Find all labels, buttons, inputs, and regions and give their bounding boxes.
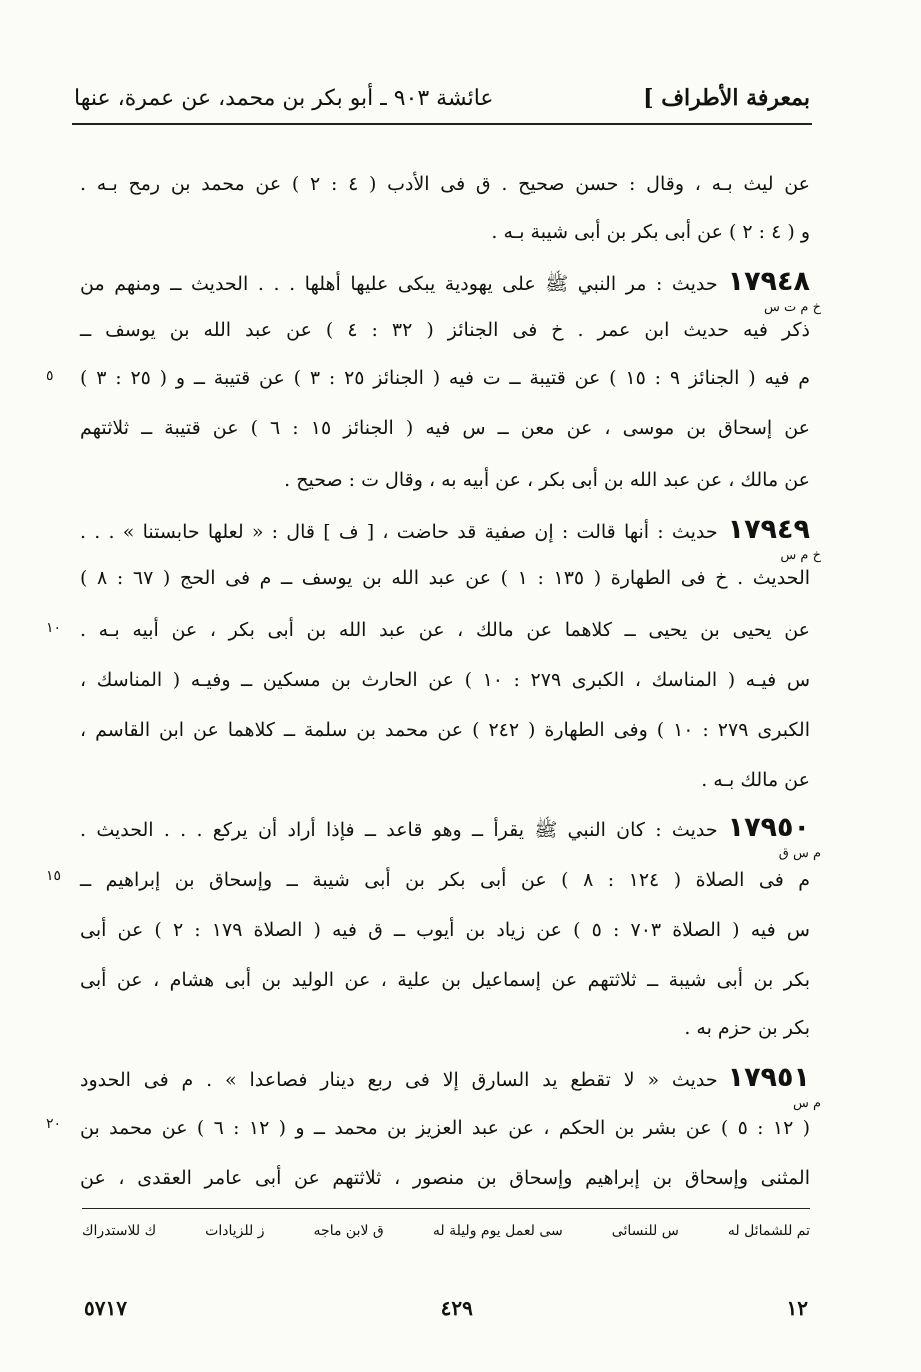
sigla-label: خ م ت س <box>764 300 821 315</box>
hadith-entry-line <box>80 258 810 306</box>
abbreviation-item: سى لعمل يوم وليلة له <box>432 1223 563 1239</box>
line-number: ٢٠ <box>46 1116 62 1132</box>
abbreviation-item: س للنسائى <box>611 1223 679 1239</box>
header-rule <box>72 123 812 125</box>
page-number: ٤٢٩ <box>440 1296 473 1320</box>
text-line: المثنى وإسحاق بن إبراهيم وإسحاق بن منصور ، ثلاثتهم عن أبى عامر العقدى ، عن <box>80 1167 810 1189</box>
abbreviation-item: تم للشمائل له <box>727 1223 810 1239</box>
page-footer <box>84 1293 808 1323</box>
line-number: ٥ <box>46 368 54 384</box>
text-line: ( ١٢ : ٥ ) عن بشر بن الحكم ، عن عبد العزيز بن محمد ــ و ( ١٢ : ٦ ) عن محمد بن <box>80 1117 811 1139</box>
abbreviation-item: ز للزيادات <box>205 1223 265 1239</box>
text-line: الحديث . خ فى الطهارة ( ١٣٥ : ١ ) عن عبد الله بن يوسف ــ م فى الحج ( ٦٧ : ٨ ) <box>80 567 811 589</box>
text-line: بكر بن أبى شيبة ــ ثلاثتهم عن إسماعيل بن علية ، عن الوليد بن أبى هشام ، عن أبى <box>80 969 810 991</box>
abbreviations-legend <box>82 1214 810 1248</box>
text-line: بكر بن حزم به . <box>684 1017 810 1039</box>
text-line: حديث : أنها قالت : إن صفية قد حاضت ، [ ف ] قال : « لعلها حابستنا » . . . <box>80 521 718 543</box>
text-line: عن ليث بـه ، وقال : حسن صحيح . ق فى الأدب ( ٤ : ٢ ) عن محمد بن رمح بـه . <box>80 173 811 195</box>
text-line: م فيه ( الجنائز ٩ : ١٥ ) عن قتيبة ــ ت فيه ( الجنائز ٢٥ : ٣ ) عن قتيبة ــ و ( ٢٥ : ٣ ) <box>80 367 811 389</box>
text-line: حديث : كان النبي ﷺ يقرأ ــ وهو قاعد ــ فإذا أراد أن يركع . . . الحديث . <box>80 819 718 841</box>
running-header <box>74 78 810 118</box>
entry-number: ١٧٩٤٩ <box>727 514 810 545</box>
footnote-rule <box>82 1208 810 1209</box>
text-line: الكبرى ٢٧٩ : ١٠ ) وفى الطهارة ( ٢٤٢ ) عن محمد بن سلمة ــ كلاهما عن ابن القاسم ، <box>80 719 811 741</box>
entry-number: ١٧٩٤٨ <box>727 266 810 297</box>
text-line: م فى الصلاة ( ١٢٤ : ٨ ) عن أبى بكر بن أبى شيبة ــ وإسحاق بن إبراهيم ــ <box>80 869 811 891</box>
sigla-label: م س ق <box>778 846 821 861</box>
text-line: حديث : مر النبي ﷺ على يهودية يبكى عليها أهلها . . . الحديث ــ ومنهم من <box>80 273 718 295</box>
text-line: عن إسحاق بن موسى ، عن معن ــ س فيه ( الجنائز ١٥ : ٦ ) عن قتيبة ــ ثلاثتهم <box>80 417 810 439</box>
text-line: و ( ٤ : ٢ ) عن أبى بكر بن أبى شيبة بـه . <box>491 221 810 243</box>
entry-number: ١٧٩٥١ <box>727 1062 810 1093</box>
header-chain-title: عائشة ٩٠٣ ـ أبو بكر بن محمد، عن عمرة، عنها <box>74 85 494 111</box>
header-book-title: بمعرفة الأطراف ] <box>643 85 810 111</box>
hadith-entry-line <box>80 1054 810 1102</box>
text-line: ذكر فيه حديث ابن عمر . خ فى الجنائز ( ٣٢ : ٤ ) عن عبد الله بن يوسف ــ <box>80 319 810 341</box>
sigla-label: خ م س <box>780 548 821 563</box>
sigla-label: م س <box>792 1096 821 1111</box>
text-line: عن يحيى بن يحيى ــ كلاهما عن مالك ، عن عبد الله بن أبى بكر ، عن أبيه بـه . <box>80 619 810 641</box>
hadith-entry-line <box>80 506 810 554</box>
cumulative-page-number: ٥٧١٧ <box>84 1296 127 1320</box>
text-line: س فيه ( الصلاة ٧٠٣ : ٥ ) عن زياد بن أيوب ــ ق فيه ( الصلاة ١٧٩ : ٢ ) عن أبى <box>80 919 810 941</box>
text-line: عن مالك ، عن عبد الله بن أبى بكر ، عن أبيه به ، وقال ت : صحيح . <box>284 469 810 491</box>
text-line: س فيـه ( المناسك ، الكبرى ٢٧٩ : ١٠ ) عن الحارث بن مسكين ــ وفيـه ( المناسك ، <box>80 669 811 691</box>
line-number: ١٥ <box>46 868 62 884</box>
abbreviation-item: ك للاستدراك <box>82 1223 157 1239</box>
entry-number: ١٧٩٥٠ <box>727 812 810 843</box>
volume-number: ١٢ <box>786 1296 808 1320</box>
abbreviation-item: ق لابن ماجه <box>313 1223 384 1239</box>
hadith-entry-line <box>80 804 810 852</box>
text-line: حديث « لا تقطع يد السارق إلا فى ربع دينار فصاعدا » . م فى الحدود <box>80 1069 718 1091</box>
text-line: عن مالك بـه . <box>701 769 810 791</box>
line-number: ١٠ <box>46 620 62 636</box>
